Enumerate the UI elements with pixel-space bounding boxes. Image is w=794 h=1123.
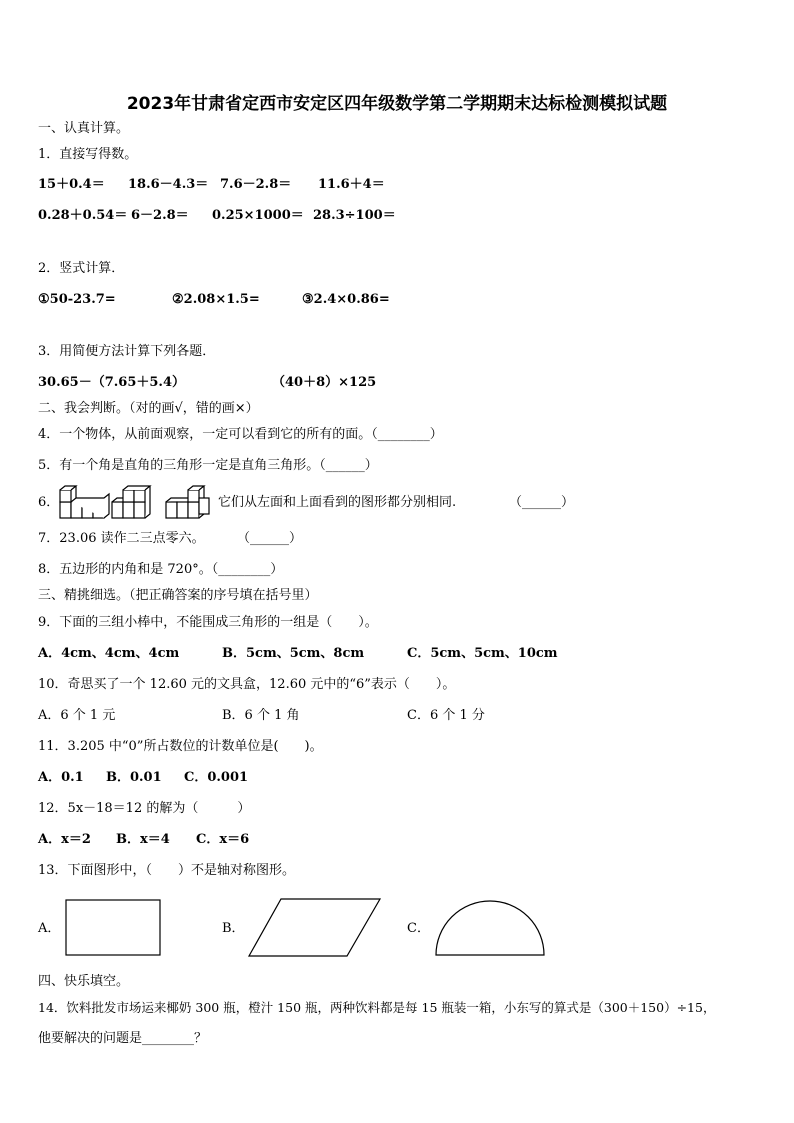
question-5: 5．有一个角是直角的三角形一定是直角三角形。（______） bbox=[38, 458, 378, 473]
q1-item: 28.3÷100＝ bbox=[313, 208, 396, 223]
question-7: 7．23.06 读作二三点零六。 bbox=[38, 531, 205, 546]
semicircle-figure bbox=[434, 899, 547, 957]
q2-item: ①50-23.7= bbox=[38, 292, 116, 307]
parallelogram-figure bbox=[247, 897, 382, 959]
question-7-answer-blank[interactable]: （______） bbox=[237, 531, 303, 546]
question-4: 4．一个物体，从前面观察，一定可以看到它的所有的面。（________） bbox=[38, 427, 443, 442]
section-2-heading: 二、我会判断。（对的画√，错的画×） bbox=[38, 401, 259, 416]
question-11: 11．3.205 中“0”所占数位的计数单位是( )。 bbox=[38, 739, 323, 754]
q13-option-b[interactable]: B． bbox=[222, 921, 245, 936]
q9-option-c[interactable]: C．5cm、5cm、10cm bbox=[407, 646, 558, 661]
q10-option-c[interactable]: C．6 个 1 分 bbox=[407, 708, 485, 723]
rectangle-figure bbox=[65, 899, 162, 957]
q3-item: 30.65－（7.65＋5.4） bbox=[38, 375, 185, 390]
q1-item: 0.28＋0.54＝ bbox=[38, 208, 128, 223]
q11-option-b[interactable]: B．0.01 bbox=[106, 770, 162, 785]
q13-option-c[interactable]: C． bbox=[407, 921, 430, 936]
question-3: 3．用简便方法计算下列各题． bbox=[38, 344, 216, 359]
q11-option-c[interactable]: C．0.001 bbox=[184, 770, 249, 785]
page-title: 2023年甘肃省定西市安定区四年级数学第二学期期末达标检测模拟试题 bbox=[126, 94, 668, 114]
q12-option-b[interactable]: B．x＝4 bbox=[116, 832, 170, 847]
q1-item: 0.25×1000＝ bbox=[212, 208, 304, 223]
q2-item: ③2.4×0.86= bbox=[302, 292, 390, 307]
question-6-answer-blank[interactable]: （______） bbox=[509, 495, 575, 510]
q12-option-a[interactable]: A．x＝2 bbox=[38, 832, 91, 847]
q1-item: 18.6－4.3＝ bbox=[128, 177, 209, 192]
question-9: 9．下面的三组小棒中，不能围成三角形的一组是（ ）。 bbox=[38, 615, 378, 630]
cube-figures-image bbox=[58, 484, 218, 522]
question-1: 1．直接写得数。 bbox=[38, 147, 138, 162]
q12-option-c[interactable]: C．x＝6 bbox=[196, 832, 250, 847]
q1-item: 6－2.8＝ bbox=[131, 208, 189, 223]
q1-item: 15＋0.4＝ bbox=[38, 177, 105, 192]
q1-item: 11.6＋4＝ bbox=[318, 177, 385, 192]
q13-option-a[interactable]: A． bbox=[38, 921, 61, 936]
question-12: 12．5x－18＝12 的解为（ ） bbox=[38, 801, 251, 816]
section-1-heading: 一、认真计算。 bbox=[38, 121, 130, 136]
q11-option-a[interactable]: A．0.1 bbox=[38, 770, 84, 785]
question-2: 2．竖式计算． bbox=[38, 261, 125, 276]
question-14-line-1: 14．饮料批发市场运来椰奶 300 瓶，橙汁 150 瓶，两种饮料都是每 15 瓶装一箱，小东写的算式是（300＋150）÷15， bbox=[38, 1000, 716, 1015]
q10-option-b[interactable]: B．6 个 1 角 bbox=[222, 708, 300, 723]
question-6-text: 它们从左面和上面看到的图形都分别相同. bbox=[218, 495, 457, 510]
question-13: 13．下面图形中，（ ）不是轴对称图形。 bbox=[38, 863, 296, 878]
q9-option-a[interactable]: A．4cm、4cm、4cm bbox=[38, 646, 180, 661]
q2-item: ②2.08×1.5= bbox=[172, 292, 260, 307]
q10-option-a[interactable]: A．6 个 1 元 bbox=[38, 708, 116, 723]
question-10: 10．奇思买了一个 12.60 元的文具盒，12.60 元中的“6”表示（ ）。 bbox=[38, 677, 456, 692]
q3-item: （40＋8）×125 bbox=[272, 375, 377, 390]
question-6-number: 6． bbox=[38, 495, 60, 510]
q1-item: 7.6－2.8＝ bbox=[220, 177, 292, 192]
q9-option-b[interactable]: B．5cm、5cm、8cm bbox=[222, 646, 365, 661]
question-8: 8．五边形的内角和是 720°。（________） bbox=[38, 562, 284, 577]
section-4-heading: 四、快乐填空。 bbox=[38, 974, 130, 989]
section-3-heading: 三、精挑细选。（把正确答案的序号填在括号里） bbox=[38, 588, 318, 603]
question-14-line-2: 他要解决的问题是________？ bbox=[38, 1031, 208, 1046]
